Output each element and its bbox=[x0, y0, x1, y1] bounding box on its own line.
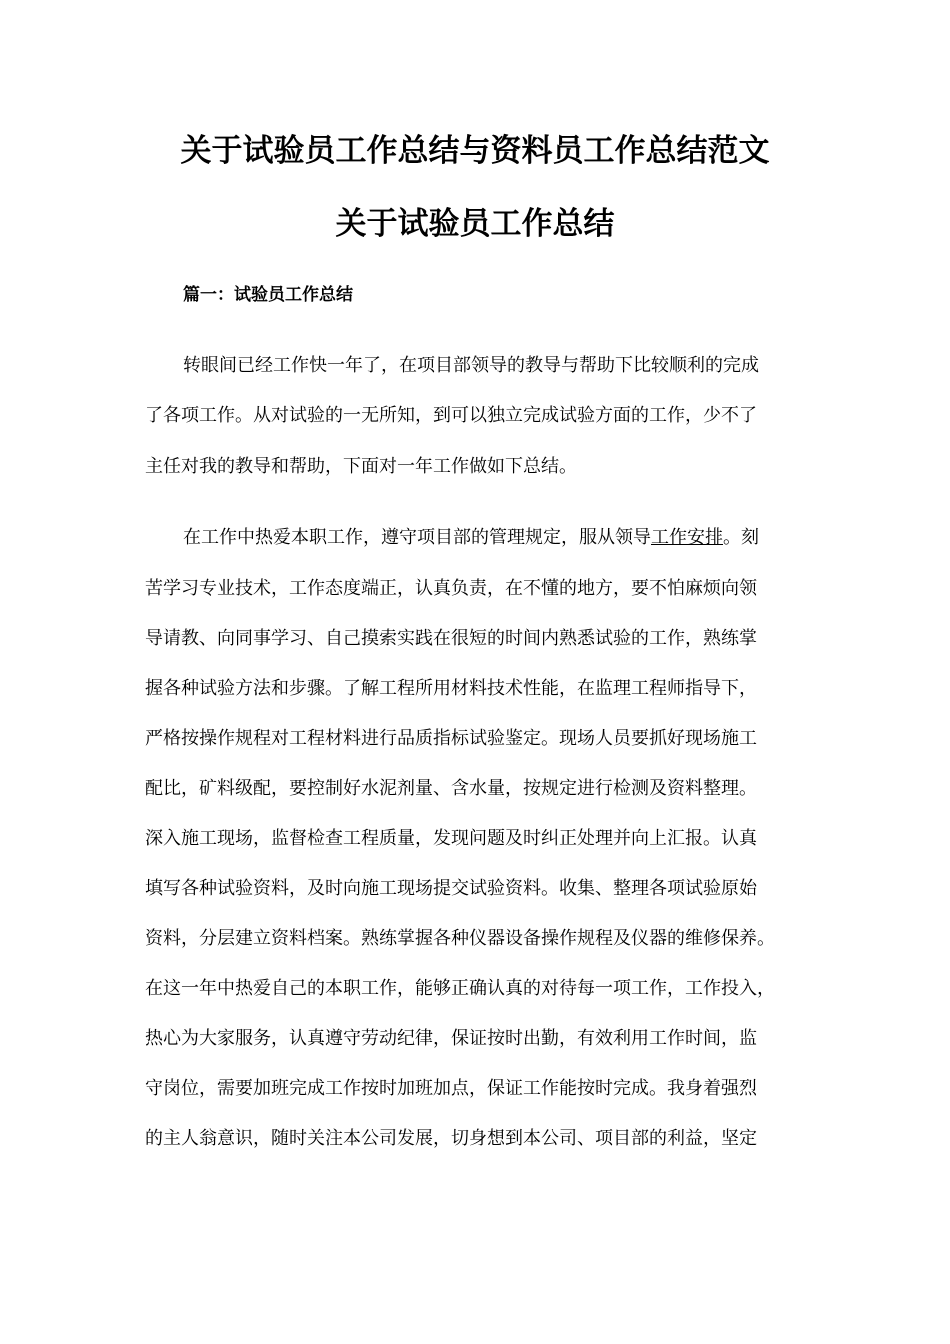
paragraph-1-line-3: 主任对我的教导和帮助，下面对一年工作做如下总结。 bbox=[145, 456, 577, 477]
paragraph-2-line-2: 苦学习专业技术，工作态度端正，认真负责，在不懂的地方，要不怕麻烦向领 bbox=[145, 578, 757, 599]
paragraph-2-line-7: 深入施工现场，监督检查工程质量，发现问题及时纠正处理并向上汇报。认真 bbox=[145, 828, 757, 849]
paragraph-2-line-6: 配比，矿料级配，要控制好水泥剂量、含水量，按规定进行检测及资料整理。 bbox=[145, 778, 757, 799]
paragraph-2-line-1-end: 。刻 bbox=[723, 527, 759, 548]
paragraph-2-line-10: 在这一年中热爱自己的本职工作，能够正确认真的对待每一项工作，工作投入， bbox=[145, 978, 775, 999]
paragraph-2-line-13: 的主人翁意识，随时关注本公司发展，切身想到本公司、项目部的利益，坚定 bbox=[145, 1128, 757, 1149]
paragraph-2-line-3: 导请教、向同事学习、自己摸索实践在很短的时间内熟悉试验的工作，熟练掌 bbox=[145, 628, 757, 649]
document-title: 关于试验员工作总结与资料员工作总结范文 bbox=[180, 133, 770, 169]
work-arrangement-link[interactable]: 工作安排 bbox=[651, 527, 723, 548]
document-subtitle: 关于试验员工作总结 bbox=[335, 206, 615, 242]
paragraph-2-line-11: 热心为大家服务，认真遵守劳动纪律，保证按时出勤，有效利用工作时间，监 bbox=[145, 1028, 757, 1049]
paragraph-2-line-1-text: 在工作中热爱本职工作，遵守项目部的管理规定，服从领导 bbox=[183, 527, 651, 548]
paragraph-1-line-2: 了各项工作。从对试验的一无所知，到可以独立完成试验方面的工作，少不了 bbox=[145, 405, 757, 426]
paragraph-2-line-4: 握各种试验方法和步骤。了解工程所用材料技术性能，在监理工程师指导下， bbox=[145, 678, 757, 699]
paragraph-1-line-1: 转眼间已经工作快一年了，在项目部领导的教导与帮助下比较顺利的完成 bbox=[183, 355, 759, 376]
section-heading: 篇一：试验员工作总结 bbox=[183, 285, 353, 305]
paragraph-2-line-9: 资料，分层建立资料档案。熟练掌握各种仪器设备操作规程及仪器的维修保养。 bbox=[145, 928, 775, 949]
paragraph-2-line-8: 填写各种试验资料，及时向施工现场提交试验资料。收集、整理各项试验原始 bbox=[145, 878, 757, 899]
paragraph-2-line-12: 守岗位，需要加班完成工作按时加班加点，保证工作能按时完成。我身着强烈 bbox=[145, 1078, 757, 1099]
paragraph-2-line-5: 严格按操作规程对工程材料进行品质指标试验鉴定。现场人员要抓好现场施工 bbox=[145, 728, 757, 749]
paragraph-2-line-1 bbox=[183, 525, 759, 551]
